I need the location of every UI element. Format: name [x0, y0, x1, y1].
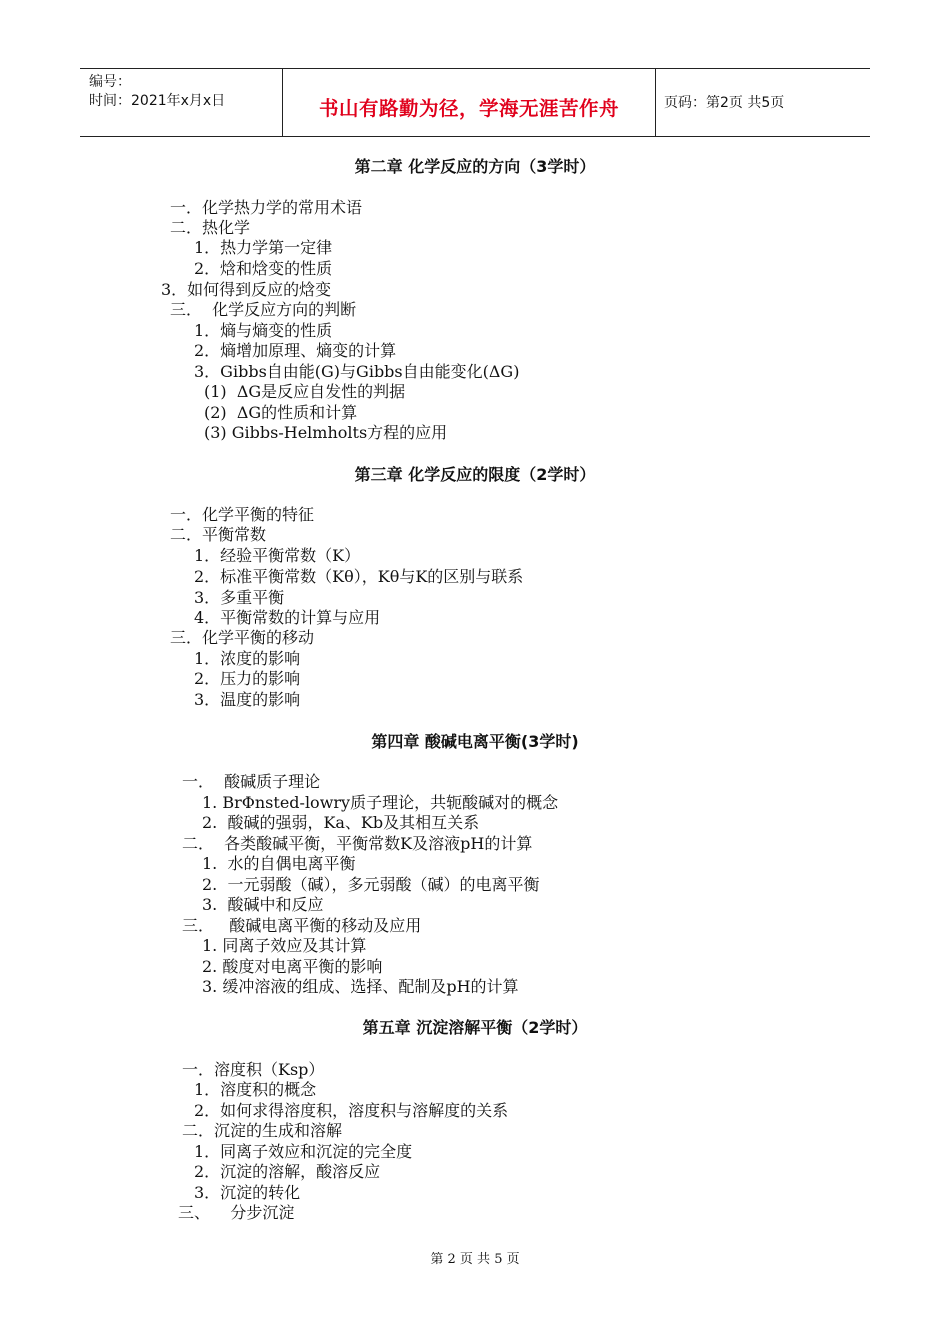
- document-header: [80, 68, 870, 137]
- outline-line: 2. 酸度对电离平衡的影响: [202, 957, 383, 976]
- outline-line: 1．熵与熵变的性质: [194, 321, 333, 340]
- chapter-4-title: 第四章 酸碱电离平衡(3学时): [371, 732, 579, 751]
- outline-line: 3. 酸碱中和反应: [202, 895, 324, 914]
- outline-line: 3．温度的影响: [194, 690, 301, 709]
- outline-line: 1．浓度的影响: [194, 649, 301, 668]
- outline-line: 二．热化学: [170, 218, 251, 237]
- outline-line: 1．热力学第一定律: [194, 238, 333, 257]
- motto-text: 书山有路勤为径，学海无涯苦作舟: [318, 97, 619, 120]
- outline-line: 1．溶度积的概念: [194, 1080, 317, 1099]
- outline-line: 3．如何得到反应的焓变: [161, 280, 332, 299]
- outline-line: 一．化学热力学的常用术语: [170, 198, 363, 217]
- chapter-2-title: 第二章 化学反应的方向（3学时）: [354, 157, 596, 176]
- outline-line: 2．熵增加原理、熵变的计算: [194, 341, 397, 360]
- header-motto-cell: [282, 69, 656, 136]
- outline-line: 2．如何求得溶度积，溶度积与溶解度的关系: [194, 1101, 509, 1120]
- outline-line: 3. 缓冲溶液的组成、选择、配制及pH的计算: [202, 977, 519, 996]
- outline-line: 2. 酸碱的强弱，Ka、Kb及其相互关系: [202, 813, 480, 832]
- page-footer: 第 2 页 共 5 页: [430, 1252, 520, 1267]
- outline-line: (3) Gibbs-Helmholts方程的应用: [204, 423, 448, 442]
- outline-line: 2．沉淀的溶解，酸溶反应: [194, 1162, 381, 1181]
- outline-line: 2．焓和焓变的性质: [194, 259, 333, 278]
- outline-line: 2．压力的影响: [194, 669, 301, 688]
- outline-line: 三．化学平衡的移动: [170, 628, 315, 647]
- outline-line: 二． 各类酸碱平衡，平衡常数K及溶液pH的计算: [182, 834, 533, 853]
- outline-line: 1. 同离子效应及其计算: [202, 936, 367, 955]
- outline-line: 2. 一元弱酸（碱），多元弱酸（碱）的电离平衡: [202, 875, 540, 894]
- outline-line: 一． 酸碱质子理论: [182, 772, 321, 791]
- outline-line: 三、 分步沉淀: [178, 1203, 295, 1222]
- outline-line: 1. BrΦnsted-lowry质子理论，共轭酸碱对的概念: [202, 793, 559, 812]
- outline-line: 1. 水的自偶电离平衡: [202, 854, 356, 873]
- outline-line: 一．化学平衡的特征: [170, 505, 315, 524]
- chapter-3-title: 第三章 化学反应的限度（2学时）: [354, 465, 596, 484]
- outline-line: 二．沉淀的生成和溶解: [182, 1121, 343, 1140]
- outline-line: 3．沉淀的转化: [194, 1183, 301, 1202]
- outline-line: (1) ΔG是反应自发性的判据: [204, 382, 406, 401]
- outline-line: 1．经验平衡常数（K）: [194, 546, 361, 565]
- outline-line: 2．标准平衡常数（Kθ），Kθ与K的区别与联系: [194, 567, 524, 586]
- outline-line: 一．溶度积（Ksp）: [182, 1060, 325, 1079]
- page-info: 页码：第2页 共5页: [664, 95, 785, 111]
- outline-line: 二．平衡常数: [170, 525, 267, 544]
- outline-line: 3．Gibbs自由能(G)与Gibbs自由能变化(ΔG): [194, 362, 520, 381]
- outline-line: 1．同离子效应和沉淀的完全度: [194, 1142, 413, 1161]
- number-label: 编号：: [89, 74, 131, 90]
- outline-line: (2) ΔG的性质和计算: [204, 403, 358, 422]
- header-page-cell: [655, 69, 870, 136]
- outline-line: 三． 酸碱电离平衡的移动及应用: [182, 916, 422, 935]
- chapter-5-title: 第五章 沉淀溶解平衡（2学时）: [362, 1018, 588, 1037]
- outline-line: 4．平衡常数的计算与应用: [194, 608, 381, 627]
- outline-line: 3．多重平衡: [194, 588, 285, 607]
- outline-line: 三． 化学反应方向的判断: [170, 300, 357, 319]
- time-label: 时间：2021年x月x日: [89, 93, 226, 109]
- header-info-cell: [80, 69, 281, 136]
